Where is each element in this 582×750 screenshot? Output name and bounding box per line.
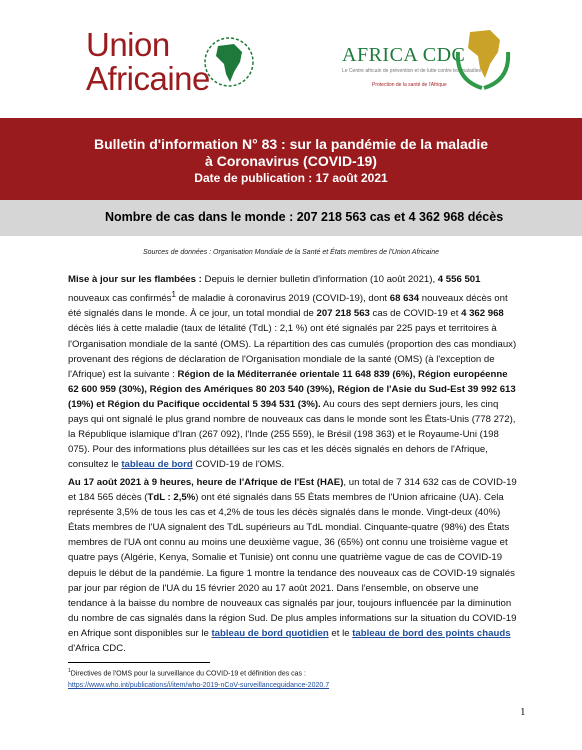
who-dashboard-link[interactable]: tableau de bord <box>121 459 193 471</box>
p1-text: nouveaux cas confirmés <box>68 293 172 305</box>
p1-regional-breakdown: Région de la Méditerranée orientale 11 648 839 (6%), Région européenne 62 600 959 (30%), Région des Amériques 80 203 540 (39%), Région de l'Asie du Sud-Est 39 992 613 (19%) et Région du Pacifique occidental 5 394 531 (3%). <box>68 368 516 410</box>
africa-situation-paragraph <box>68 475 520 656</box>
cdc-logo-tagline: Protection de la santé de l'Afrique <box>372 82 447 88</box>
sources-note: Sources de données : Organisation Mondiale de la Santé et États membres de l'Union Africaine <box>142 249 440 256</box>
outbreak-update-lead: Mise à jour sur les flambées : <box>68 274 202 285</box>
p2-cfr: TdL : 2,5% <box>147 492 196 504</box>
au-logo-line2: Africaine <box>86 60 210 97</box>
p2-text: et le <box>328 627 353 639</box>
global-cases-summary-bar <box>0 200 582 236</box>
p1-text: COVID-19 de l'OMS. <box>192 459 285 471</box>
global-cases-summary: Nombre de cas dans le monde : 207 218 563 cas et 4 362 968 décès <box>105 210 504 224</box>
africa-map-icon <box>204 32 254 92</box>
africa-cdc-logo <box>342 22 522 104</box>
footnote-divider <box>68 662 210 663</box>
p2-text: , un total de 7 314 632 cas de COVID-19 et 184 565 décès ( <box>68 477 517 504</box>
p2-date-lead: Au 17 août 2021 à 9 heures, heure de l'Afrique de l'Est (HAE) <box>68 477 344 488</box>
page-number: 1 <box>520 706 526 718</box>
p2-text: d'Africa CDC. <box>68 643 126 655</box>
p1-new-cases: 4 556 501 <box>437 274 481 285</box>
bulletin-title-line2: à Coronavirus (COVID-19) <box>205 153 377 169</box>
footnote-number: 1 <box>68 668 71 674</box>
p2-text: ) ont été signalés dans 55 États membres de l'Union africaine (UA). Cela représente 3,5% de tous les cas et 4,2% de tous les décès signalés dans le monde. Vingt-deux (40%) États membres de l'UA signalent des TdL supérieurs au TdL mondial. Cinquante-quatre (98%) des États membres de l'UA ont connu au moins une deuxième vague, 36 (65%) ont connu une troisième vague et quatre pays (Algérie, Kenya, Somalie et Tunisie) ont connu une quatrième vague de cas de COVID-19 depuis le début de la pandémie. La figure 1 montre la tendance des nouveaux cas de COVID-19 signalés par jour par région de l'UA du 15 février 2020 au 17 août 2021. Dans l'ensemble, on observe une tendance à la baisse du nombre de nouveaux cas signalés par jour, toujours influencée par la diminution du nombre de cas signalés dans la région Sud. De plus amples informations sur la situation du COVID-19 en Afrique sont disponibles sur le <box>68 492 517 639</box>
publication-date: Date de publication : 17 août 2021 <box>194 171 388 185</box>
daily-dashboard-link[interactable]: tableau de bord quotidien <box>211 627 329 639</box>
footnote-url-link[interactable]: https://www.who.int/publications/i/item/who-2019-nCoV-surveillanceguidance-2020.7 <box>68 682 330 689</box>
p1-text: Depuis le dernier bulletin d'information (10 août 2021), <box>201 274 438 285</box>
p1-text: Au cours des sept derniers jours, les cinq pays qui ont signalé le plus grand nombre de nouveaux cas dans le monde sont les États-Unis (778 272), la République islamique d'Iran (267 092), l'Inde (255 559), le Brésil (198 363) et le Royaume-Uni (198 075). Pour des informations plus détaillées sur les cas et les décès signalés en dehors de l'Afrique, consultez le <box>68 398 516 471</box>
p1-new-deaths: 68 634 <box>389 293 420 305</box>
page-header <box>0 0 582 115</box>
p1-total-cases: 207 218 563 <box>316 308 370 320</box>
footnote-text <box>68 668 306 677</box>
africa-hands-icon <box>452 22 512 92</box>
p1-text: nouveaux décès ont été signalés dans le monde. À ce jour, un total mondial de <box>68 293 508 320</box>
footnote-label: Directives de l'OMS pour la surveillance du COVID-19 et définition des cas : <box>70 670 306 678</box>
hotspots-dashboard-link[interactable]: tableau de bord des points chauds <box>352 627 511 639</box>
p1-text: de maladie à coronavirus 2019 (COVID-19), dont <box>175 293 390 305</box>
outbreak-update-paragraph <box>68 272 520 472</box>
footnote-ref: 1 <box>171 290 176 300</box>
cdc-logo-subtitle: Le Centre africain de prévention et de lutte contre les maladies <box>342 68 481 74</box>
p1-text: décès liés à cette maladie (taux de létalité (TdL) : 2,1 %) ont été signalés par 225 pays et territoires à l'Organisation mondiale de la santé (OMS). La répartition des cas cumulés (proportion des cas mondiaux) provenant des régions de déclaration de l'Organisation mondiale de la santé (OMS) (à l'exception de l'Afrique) est la suivante : <box>68 323 517 380</box>
cdc-logo-title: AFRICA CDC <box>342 44 466 66</box>
au-logo-line1: Union <box>86 26 170 63</box>
title-banner <box>0 118 582 200</box>
p1-text: cas de COVID-19 et <box>369 308 462 320</box>
bulletin-title-line1: Bulletin d'information N° 83 : sur la pandémie de la maladie <box>93 136 488 152</box>
p1-total-deaths: 4 362 968 <box>461 308 504 320</box>
